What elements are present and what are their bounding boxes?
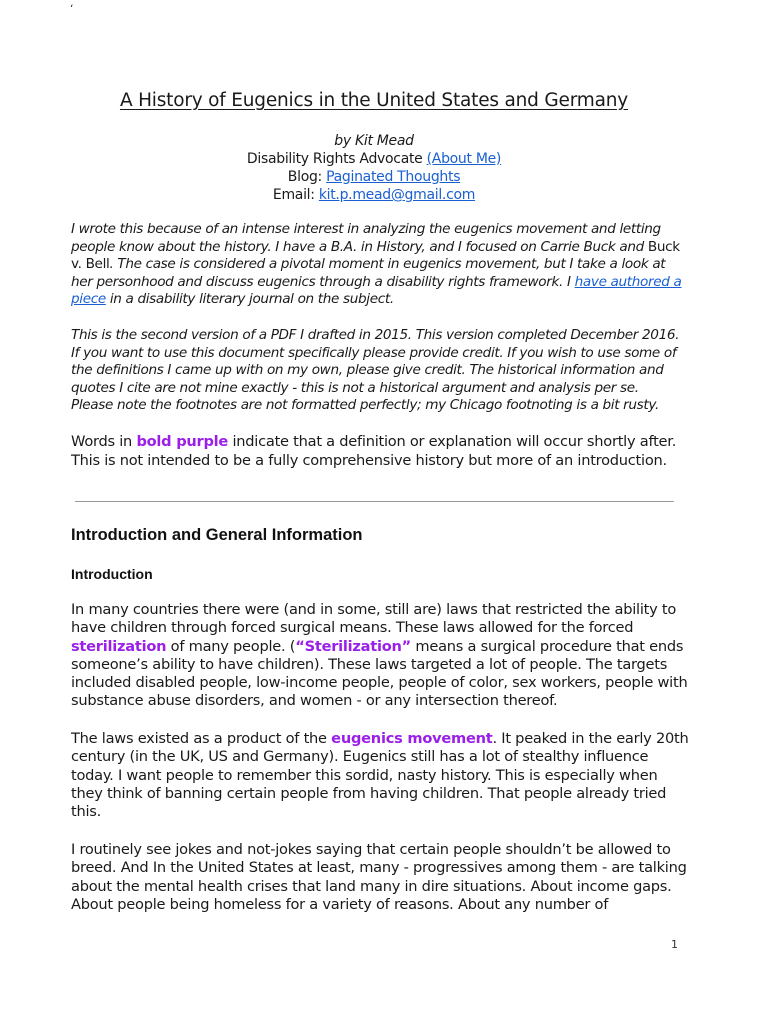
page-number: 1 (671, 938, 678, 951)
blog-label: Blog: (287, 169, 322, 185)
intro-paragraph-1 (71, 221, 683, 309)
subsection-heading: Introduction (71, 566, 153, 582)
b1-text-3: means a surgical procedure that ends someone’s ability to have children). These laws targeted a lot of people. The targets included disabled people, low-income people, people of color, sex workers, people with substance abuse disorders, and women - or any intersection thereof. (71, 637, 688, 710)
body-paragraph-2 (71, 730, 691, 821)
intro-p1-text-3: in a disability literary journal on the subject. (105, 291, 394, 307)
body-paragraph-3: I routinely see jokes and not-jokes saying that certain people shouldn’t be allowed to breed. And In the United States at least, many - progressives among them - are talking about the mental health crises that land many in dire situations. About income gaps. About people being homeless for a variety of reasons. About any number of (71, 841, 687, 913)
author-line: by Kit Mead (334, 133, 414, 149)
role-text: Disability Rights Advocate (246, 151, 423, 167)
section-heading: Introduction and General Information (71, 526, 363, 544)
intro-paragraph-2: This is the second version of a PDF I drafted in 2015. This version completed December 2016. If you want to use this document specifically please provide credit. If you wish to use some of the definitions I came up with on my own, please give credit. The historical information and quotes I cite are not mine exactly - this is not a historical argument and analysis per se. Please note the footnotes are not formatted perfectly; my Chicago footnoting is a bit rusty. (71, 327, 680, 413)
about-me-link[interactable]: (About Me) (426, 151, 502, 167)
b2-text-2: . It peaked in the early 20th century (in the UK, US and Germany). Eugenics still has a lot of stealthy influence today. I want people to remember this sordid, nasty history. This is especially when they think of banning certain people from having children. That people already tried this. (71, 730, 689, 821)
intro-p1-text-2: . The case is considered a pivotal moment in eugenics movement, but I take a look at her personhood and discuss eugenics through a disability rights framework. I (71, 256, 666, 290)
term-sterilization: sterilization (71, 637, 167, 655)
document-title: A History of Eugenics in the United States and Germany (119, 90, 629, 111)
email-link[interactable]: kit.p.mead@gmail.com (318, 187, 476, 203)
corner-mark: ʻ (70, 2, 74, 15)
note-text-1: Words in (71, 433, 137, 450)
byline-block (0, 132, 748, 204)
body-paragraph-1 (71, 601, 691, 711)
purple-terms-note (71, 432, 691, 470)
b2-text-1: The laws existed as a product of the (71, 730, 332, 747)
b1-text-2: of many people. ( (166, 637, 296, 655)
term-sterilization-quoted: “Sterilization” (295, 637, 411, 655)
bold-purple-sample: bold purple (136, 433, 229, 450)
blog-line (0, 168, 748, 186)
horizontal-divider (75, 501, 674, 502)
email-line (0, 186, 748, 204)
term-eugenics-movement: eugenics movement (331, 730, 493, 747)
email-label: Email: (272, 187, 315, 203)
b1-text-1: In many countries there were (and in some, still are) laws that restricted the ability to have children through forced surgical means. These laws allowed for the forced (71, 601, 677, 637)
intro-p1-text-1: I wrote this because of an intense interest in analyzing the eugenics movement and letting people know about the history. I have a B.A. in History, and I focused on Carrie Buck and (71, 221, 661, 255)
note-text-2: indicate that a definition or explanation will occur shortly after. This is not intended to be a fully comprehensive history but more of an introduction. (71, 433, 677, 469)
role-line (0, 150, 748, 168)
authored-piece-link[interactable]: have authored a piece (71, 273, 682, 307)
buck-v-bell-case: Buck v. Bell (71, 238, 680, 272)
blog-link[interactable]: Paginated Thoughts (326, 169, 461, 185)
